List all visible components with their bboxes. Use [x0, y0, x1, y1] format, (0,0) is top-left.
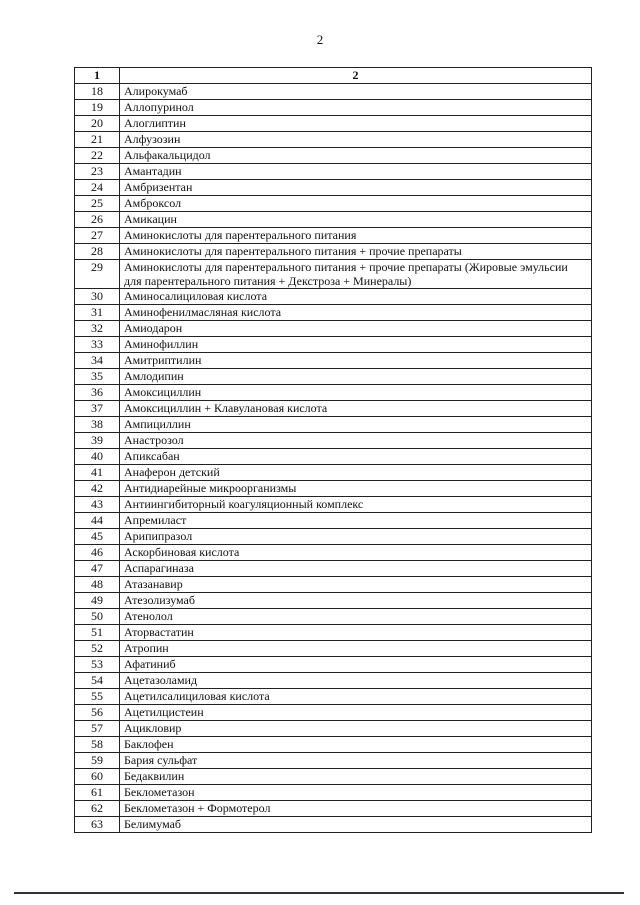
row-number: 30 — [75, 289, 120, 305]
table-row — [75, 100, 592, 116]
table-row — [75, 753, 592, 769]
drug-name: Ацетилсалициловая кислота — [120, 689, 592, 705]
drug-name: Антиингибиторный коагуляционный комплекс — [120, 497, 592, 513]
table-row — [75, 529, 592, 545]
table-row — [75, 561, 592, 577]
row-number: 34 — [75, 353, 120, 369]
row-number: 46 — [75, 545, 120, 561]
table-row — [75, 449, 592, 465]
table-row — [75, 260, 592, 289]
table-row — [75, 481, 592, 497]
table-row — [75, 353, 592, 369]
table-row — [75, 705, 592, 721]
drug-name: Беклометазон + Формотерол — [120, 801, 592, 817]
drug-name: Аторвастатин — [120, 625, 592, 641]
drug-name: Аминофенилмасляная кислота — [120, 305, 592, 321]
table-row — [75, 577, 592, 593]
row-number: 28 — [75, 244, 120, 260]
drug-name: Аллопуринол — [120, 100, 592, 116]
row-number: 33 — [75, 337, 120, 353]
row-number: 60 — [75, 769, 120, 785]
table-row — [75, 180, 592, 196]
table-row — [75, 785, 592, 801]
row-number: 27 — [75, 228, 120, 244]
table-row — [75, 228, 592, 244]
drug-name: Амикацин — [120, 212, 592, 228]
row-number: 40 — [75, 449, 120, 465]
row-number: 56 — [75, 705, 120, 721]
row-number: 51 — [75, 625, 120, 641]
row-number: 53 — [75, 657, 120, 673]
table-row — [75, 625, 592, 641]
table-row — [75, 609, 592, 625]
row-number: 20 — [75, 116, 120, 132]
row-number: 31 — [75, 305, 120, 321]
drug-name: Аспарагиназа — [120, 561, 592, 577]
drug-name: Баклофен — [120, 737, 592, 753]
page-bottom-rule — [14, 892, 624, 894]
row-number: 19 — [75, 100, 120, 116]
row-number: 47 — [75, 561, 120, 577]
drug-table — [74, 67, 592, 833]
table-row — [75, 337, 592, 353]
row-number: 24 — [75, 180, 120, 196]
row-number: 35 — [75, 369, 120, 385]
drug-name: Анастрозол — [120, 433, 592, 449]
table-row — [75, 545, 592, 561]
drug-name: Амантадин — [120, 164, 592, 180]
table-row — [75, 289, 592, 305]
row-number: 58 — [75, 737, 120, 753]
row-number: 18 — [75, 84, 120, 100]
header-col-number: 1 — [75, 68, 120, 84]
table-body — [75, 84, 592, 833]
table-row — [75, 212, 592, 228]
row-number: 23 — [75, 164, 120, 180]
table-header-row — [75, 68, 592, 84]
row-number: 44 — [75, 513, 120, 529]
row-number: 29 — [75, 260, 120, 289]
drug-name: Белимумаб — [120, 817, 592, 833]
table-row — [75, 116, 592, 132]
table-row — [75, 737, 592, 753]
drug-name: Аминокислоты для парентерального питания — [120, 228, 592, 244]
drug-name: Амоксициллин — [120, 385, 592, 401]
table-row — [75, 769, 592, 785]
row-number: 37 — [75, 401, 120, 417]
table-row — [75, 196, 592, 212]
table-row — [75, 401, 592, 417]
table-row — [75, 513, 592, 529]
row-number: 45 — [75, 529, 120, 545]
table-row — [75, 657, 592, 673]
row-number: 38 — [75, 417, 120, 433]
drug-name: Атенолол — [120, 609, 592, 625]
drug-name: Апремиласт — [120, 513, 592, 529]
drug-name: Амброксол — [120, 196, 592, 212]
drug-name: Бедаквилин — [120, 769, 592, 785]
drug-name: Ацикловир — [120, 721, 592, 737]
table-row — [75, 385, 592, 401]
row-number: 43 — [75, 497, 120, 513]
row-number: 32 — [75, 321, 120, 337]
page-number: 2 — [316, 32, 324, 47]
drug-name: Ацетилцистеин — [120, 705, 592, 721]
drug-name: Ампициллин — [120, 417, 592, 433]
row-number: 42 — [75, 481, 120, 497]
drug-name: Аминосалициловая кислота — [120, 289, 592, 305]
table-row — [75, 801, 592, 817]
table-row — [75, 465, 592, 481]
drug-name: Бария сульфат — [120, 753, 592, 769]
row-number: 57 — [75, 721, 120, 737]
drug-name: Амиодарон — [120, 321, 592, 337]
drug-name: Амлодипин — [120, 369, 592, 385]
drug-name: Беклометазон — [120, 785, 592, 801]
table-row — [75, 497, 592, 513]
row-number: 61 — [75, 785, 120, 801]
table-row — [75, 148, 592, 164]
drug-name: Атезолизумаб — [120, 593, 592, 609]
drug-name: Амоксициллин + Клавулановая кислота — [120, 401, 592, 417]
drug-name: Алоглиптин — [120, 116, 592, 132]
drug-name: Амбризентан — [120, 180, 592, 196]
drug-name: Анаферон детский — [120, 465, 592, 481]
table-row — [75, 689, 592, 705]
row-number: 41 — [75, 465, 120, 481]
drug-name: Аминокислоты для парентерального питания + прочие препараты — [120, 244, 592, 260]
table-row — [75, 132, 592, 148]
table-row — [75, 417, 592, 433]
table-row — [75, 305, 592, 321]
row-number: 26 — [75, 212, 120, 228]
row-number: 21 — [75, 132, 120, 148]
table-row — [75, 433, 592, 449]
table-row — [75, 673, 592, 689]
row-number: 48 — [75, 577, 120, 593]
table-row — [75, 593, 592, 609]
drug-name: Альфакальцидол — [120, 148, 592, 164]
row-number: 36 — [75, 385, 120, 401]
row-number: 63 — [75, 817, 120, 833]
drug-name: Атропин — [120, 641, 592, 657]
header-col-name: 2 — [120, 68, 592, 84]
table-row — [75, 817, 592, 833]
row-number: 50 — [75, 609, 120, 625]
drug-name: Афатиниб — [120, 657, 592, 673]
drug-name: Алирокумаб — [120, 84, 592, 100]
table-row — [75, 369, 592, 385]
table-row — [75, 164, 592, 180]
row-number: 25 — [75, 196, 120, 212]
drug-name: Арипипразол — [120, 529, 592, 545]
drug-name: Антидиарейные микроорганизмы — [120, 481, 592, 497]
drug-name: Апиксабан — [120, 449, 592, 465]
table-row — [75, 321, 592, 337]
table-row — [75, 244, 592, 260]
drug-name: Аскорбиновая кислота — [120, 545, 592, 561]
drug-name: Ацетазоламид — [120, 673, 592, 689]
row-number: 55 — [75, 689, 120, 705]
drug-name: Аминофиллин — [120, 337, 592, 353]
row-number: 59 — [75, 753, 120, 769]
row-number: 52 — [75, 641, 120, 657]
table-row — [75, 721, 592, 737]
row-number: 39 — [75, 433, 120, 449]
row-number: 22 — [75, 148, 120, 164]
drug-name: Амитриптилин — [120, 353, 592, 369]
table-row — [75, 641, 592, 657]
drug-name: Алфузозин — [120, 132, 592, 148]
drug-name: Аминокислоты для парентерального питания + прочие препараты (Жировые эмульсии для парентерального питания + Декстроза + Минералы) — [120, 260, 592, 289]
row-number: 49 — [75, 593, 120, 609]
row-number: 54 — [75, 673, 120, 689]
row-number: 62 — [75, 801, 120, 817]
drug-name: Атазанавир — [120, 577, 592, 593]
table-row — [75, 84, 592, 100]
